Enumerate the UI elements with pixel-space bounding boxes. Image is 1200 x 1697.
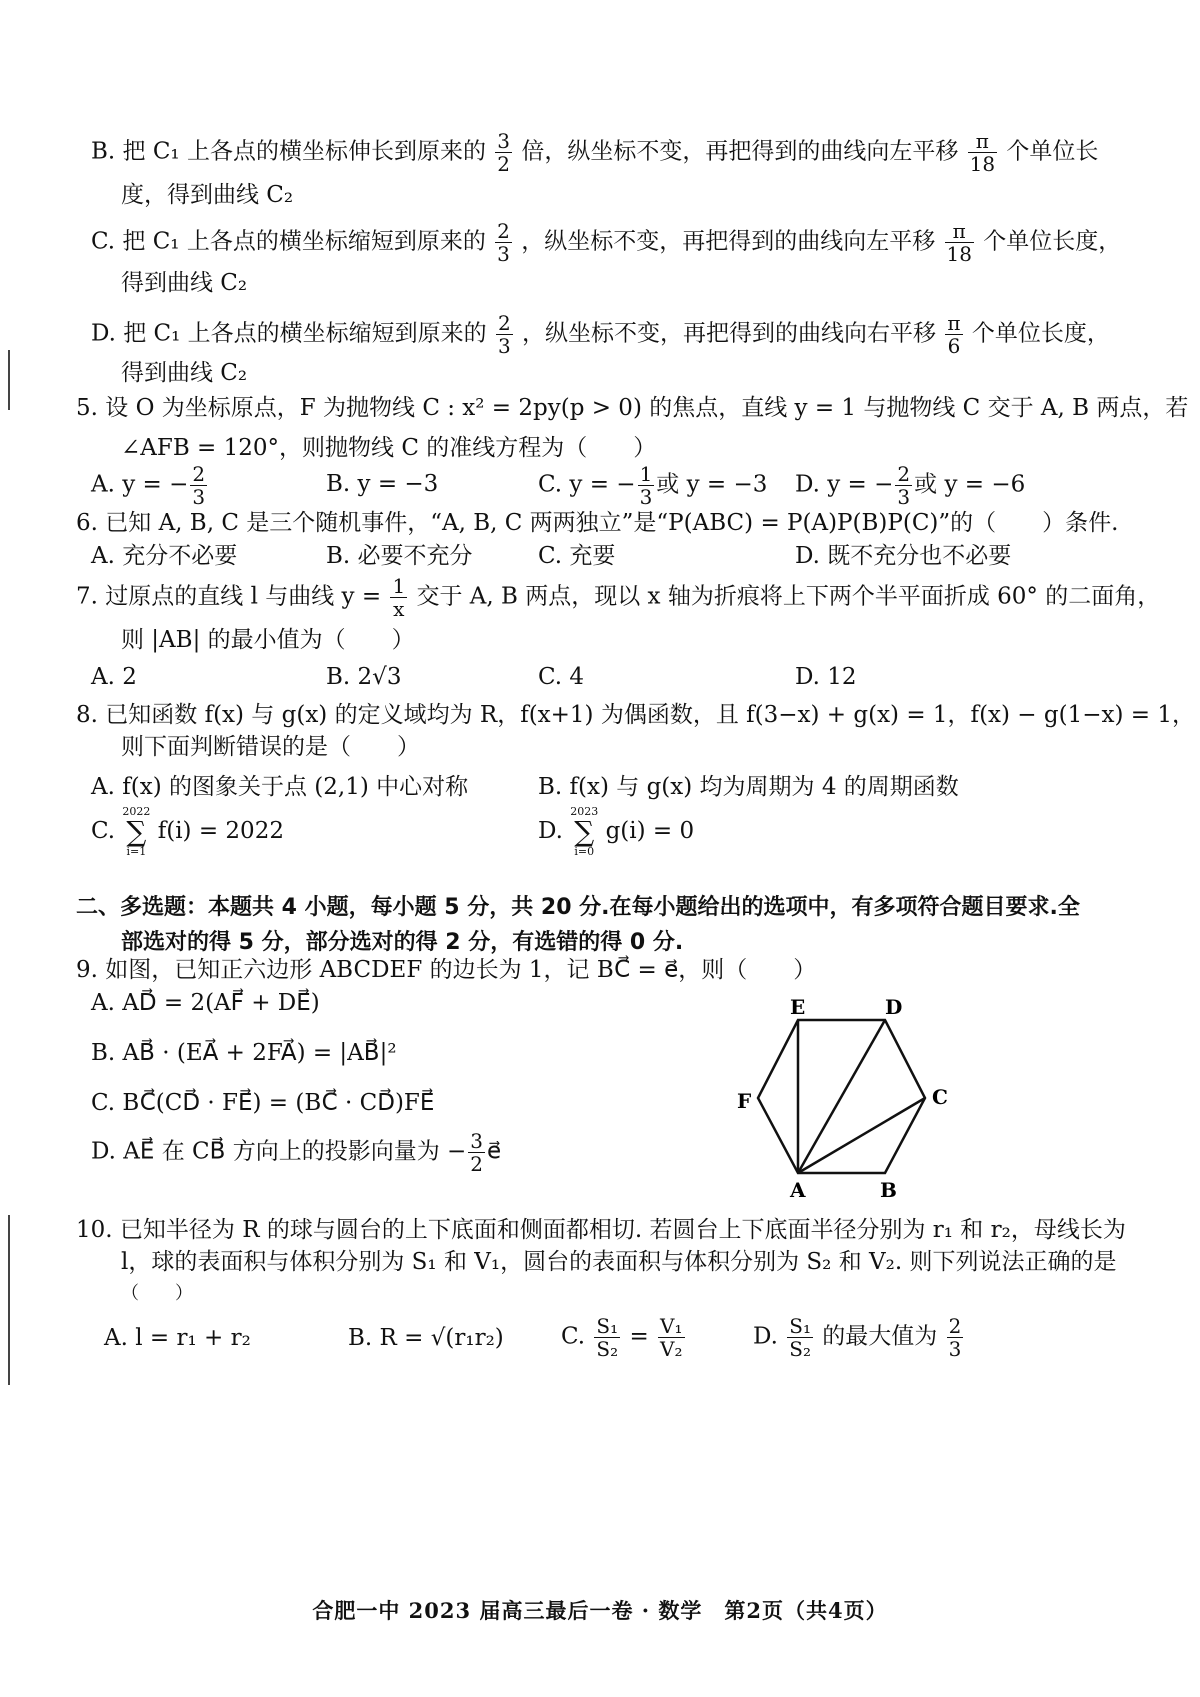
q5-option-b: B. y = −3	[326, 471, 439, 497]
q7-stem-cont: 则 |AB| 的最小值为（ ）	[121, 627, 415, 653]
q4-option-c-cont: 得到曲线 C₂	[121, 270, 248, 296]
page-footer: 合肥一中 2023 届高三最后一卷 · 数学 第2页（共4页）	[312, 1598, 888, 1623]
q9-option-c: C. BC⃗(CD⃗ · FE⃗) = (BC⃗ · CD⃗)FE⃗	[91, 1090, 435, 1116]
text: 或 y = −3	[656, 471, 768, 498]
text: C. y = −	[538, 471, 636, 498]
hexagon-figure	[720, 990, 980, 1205]
section-heading: 二、多选题：本题共 4 小题，每小题 5 分，共 20 分.在每小题给出的选项中，有多项符合题目要求.全	[76, 895, 1080, 920]
denominator: x	[393, 597, 405, 621]
text: D. 把 C₁ 上各点的横坐标缩短到原来的	[91, 320, 487, 347]
fraction	[787, 1315, 813, 1360]
text: D. AE⃗ 在 CB⃗ 方向上的投影向量为 −	[91, 1138, 467, 1165]
numerator: 2	[498, 311, 511, 335]
sum-upper: 2023	[570, 805, 599, 818]
summation	[570, 805, 598, 859]
q7-option-d: D. 12	[795, 664, 857, 690]
q7-option-c: C. 4	[538, 664, 585, 690]
numerator: S₁	[596, 1314, 619, 1338]
fraction	[390, 575, 407, 620]
section-heading-cont: 部选对的得 5 分，部分选对的得 2 分，有选错的得 0 分.	[121, 930, 684, 955]
q8-option-d	[538, 805, 694, 859]
text: 个单位长度，	[971, 320, 1110, 347]
text: e⃗	[487, 1138, 502, 1165]
q6-option-c: C. 充要	[538, 543, 616, 569]
numerator: 2	[192, 462, 206, 486]
text: D. y = −	[795, 471, 894, 498]
fraction	[594, 1315, 620, 1360]
q5-stem-cont: ∠AFB = 120°，则抛物线 C 的准线方程为（ ）	[121, 435, 657, 461]
fraction	[495, 220, 512, 265]
text: 7. 过原点的直线 l 与曲线 y =	[76, 583, 382, 610]
text: 个单位长	[1006, 138, 1099, 165]
q4-option-d-cont: 得到曲线 C₂	[121, 360, 248, 386]
q8-stem-cont: 则下面判断错误的是（ ）	[121, 734, 420, 760]
q7-option-a: A. 2	[91, 664, 137, 690]
denominator: S₂	[596, 1337, 619, 1361]
vertex-label-a: A	[790, 1178, 806, 1202]
sigma-icon: ∑	[574, 815, 595, 848]
fraction	[190, 463, 207, 508]
text: C. 把 C₁ 上各点的横坐标缩短到原来的	[91, 228, 486, 255]
q10-answer-paren: （ ）	[121, 1283, 193, 1304]
vertex-label-b: B	[880, 1178, 897, 1202]
q6-option-b: B. 必要不充分	[326, 543, 473, 569]
fraction	[638, 463, 655, 508]
fraction	[658, 1315, 684, 1360]
vertex-label-c: C	[932, 1085, 948, 1109]
sum-lower: i=1	[126, 845, 147, 858]
q4-option-d	[91, 312, 1110, 357]
text: 交于 A, B 两点，现以 x 轴为折痕将上下两个半平面折成 60° 的二面角，	[416, 583, 1161, 610]
numerator: 2	[497, 219, 510, 243]
numerator: π	[947, 311, 961, 335]
q5-option-c	[538, 463, 767, 508]
text: f(i) = 2022	[157, 818, 284, 844]
sum-upper: 2022	[122, 805, 151, 818]
denominator: V₂	[660, 1337, 683, 1361]
denominator: S₂	[789, 1337, 811, 1361]
text: ，纵坐标不变，再把得到的曲线向右平移	[522, 320, 937, 347]
numerator: V₁	[660, 1314, 683, 1338]
q10-option-a: A. l = r₁ + r₂	[104, 1325, 251, 1351]
q9-option-a: A. AD⃗ = 2(AF⃗ + DE⃗)	[91, 990, 320, 1016]
q5-option-d	[795, 463, 1025, 508]
text: A. y = −	[91, 471, 189, 498]
q10-option-b: B. R = √(r₁r₂)	[348, 1325, 504, 1351]
numerator: 1	[392, 574, 406, 598]
denominator: 18	[969, 152, 996, 176]
q9-option-b: B. AB⃗ · (EA⃗ + 2FA⃗) = |AB⃗|²	[91, 1040, 397, 1066]
q8-option-b: B. f(x) 与 g(x) 均为周期为 4 的周期函数	[538, 774, 959, 800]
q10-option-d	[753, 1315, 965, 1360]
denominator: 6	[947, 334, 961, 358]
text: 的最大值为	[822, 1323, 938, 1350]
text: g(i) = 0	[605, 818, 695, 844]
numerator: 2	[897, 462, 911, 486]
q7-stem	[76, 575, 1160, 620]
vertex-label-f: F	[737, 1089, 752, 1113]
q10-stem: 10. 已知半径为 R 的球与圆台的上下底面和侧面都相切. 若圆台上下底面半径分别为 r₁ 和 r₂，母线长为	[76, 1217, 1126, 1243]
q8-option-a: A. f(x) 的图象关于点 (2,1) 中心对称	[91, 774, 469, 800]
text: D.	[538, 818, 563, 844]
fraction	[968, 130, 997, 175]
vertex-label-d: D	[885, 995, 903, 1019]
denominator: 3	[897, 485, 911, 509]
text: B. 把 C₁ 上各点的横坐标伸长到原来的	[91, 138, 486, 165]
margin-mark	[8, 350, 10, 410]
q6-option-a: A. 充分不必要	[91, 543, 238, 569]
fraction	[947, 1315, 964, 1360]
q4-option-c	[91, 220, 1121, 265]
denominator: 3	[639, 485, 653, 509]
numerator: 3	[497, 129, 511, 153]
summation	[122, 805, 150, 859]
text: =	[629, 1323, 649, 1350]
denominator: 18	[946, 242, 972, 266]
numerator: π	[968, 130, 997, 153]
text: 个单位长度，	[983, 228, 1122, 255]
fraction	[945, 312, 962, 357]
denominator: 3	[948, 1337, 962, 1361]
fraction	[496, 312, 513, 357]
numerator: 2	[948, 1314, 962, 1338]
text: ，纵坐标不变，再把得到的曲线向左平移	[521, 228, 936, 255]
denominator: 2	[497, 152, 511, 176]
q10-stem-cont: l，球的表面积与体积分别为 S₁ 和 V₁，圆台的表面积与体积分别为 S₂ 和 V₂. 则下列说法正确的是	[121, 1249, 1117, 1275]
denominator: 3	[497, 242, 510, 266]
q4-option-b	[91, 130, 1098, 175]
fraction	[895, 463, 912, 508]
q7-option-b: B. 2√3	[326, 664, 402, 690]
q9-stem: 9. 如图，已知正六边形 ABCDEF 的边长为 1，记 BC⃗ = e⃗，则（ ）	[76, 957, 817, 983]
q6-option-d: D. 既不充分也不必要	[795, 543, 1012, 569]
text: D.	[753, 1323, 778, 1350]
q4-option-b-cont: 度，得到曲线 C₂	[121, 182, 294, 208]
sum-lower: i=0	[574, 845, 595, 858]
fraction	[945, 220, 974, 265]
denominator: 3	[498, 334, 511, 358]
text: 倍，纵坐标不变，再把得到的曲线向左平移	[521, 138, 959, 165]
fraction	[468, 1130, 485, 1175]
margin-mark	[8, 1215, 10, 1385]
text: C.	[91, 818, 116, 844]
text: C.	[561, 1323, 586, 1350]
q5-stem: 5. 设 O 为坐标原点，F 为抛物线 C : x² = 2py(p > 0) 的焦点，直线 y = 1 与抛物线 C 交于 A, B 两点，若	[76, 395, 1189, 421]
sigma-icon: ∑	[126, 815, 147, 848]
fraction	[495, 130, 512, 175]
numerator: π	[945, 220, 974, 243]
text: 或 y = −6	[914, 471, 1026, 498]
q6-stem: 6. 已知 A, B, C 是三个随机事件，“A, B, C 两两独立”是“P(ABC) = P(A)P(B)P(C)”的（ ）条件.	[76, 510, 1119, 536]
denominator: 3	[192, 485, 206, 509]
q5-option-a	[91, 463, 209, 508]
q9-option-d	[91, 1130, 501, 1175]
q10-option-c	[561, 1315, 687, 1360]
vertex-label-e: E	[790, 995, 806, 1019]
diagonal-ad	[798, 1020, 885, 1173]
numerator: S₁	[789, 1314, 811, 1338]
q8-option-c	[91, 805, 284, 859]
denominator: 2	[470, 1152, 484, 1176]
numerator: 1	[639, 462, 653, 486]
q8-stem: 8. 已知函数 f(x) 与 g(x) 的定义域均为 R，f(x+1) 为偶函数，且 f(3−x) + g(x) = 1，f(x) − g(1−x) = 1，	[76, 702, 1195, 728]
numerator: 3	[470, 1129, 484, 1153]
